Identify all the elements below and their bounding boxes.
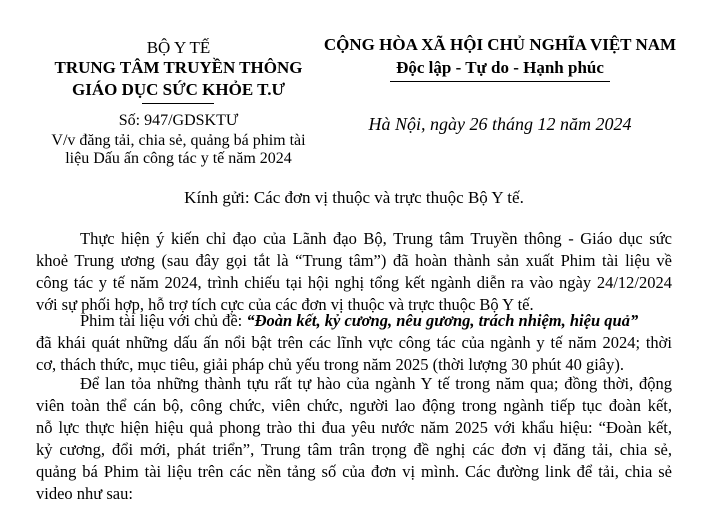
center-name-line1: TRUNG TÂM TRUYỀN THÔNG (54, 58, 303, 77)
paragraph-3-line: quảng bá Phim tài liệu trên các nền tảng số của đơn vị mình. Các đường link để tải, chia sẻ (36, 462, 672, 481)
paragraph-2-theme: “Đoàn kết, kỷ cương, nêu gương, trách nhiệm, hiệu quả” (246, 311, 639, 330)
paragraph-1-line: với sự phối hợp, hỗ trợ tích cực của các đơn vị thuộc và trực thuộc Bộ Y tế. (36, 295, 534, 314)
paragraph-3-line: viên toàn thể cán bộ, công chức, viên chức, người lao động trong ngành tiếp tục đoàn kết, (36, 396, 672, 415)
paragraph-3-line: Để lan tỏa những thành tựu rất tự hào của ngành Y tế trong năm qua; đồng thời, động (80, 374, 672, 393)
nation-title: CỘNG HÒA XÃ HỘI CHỦ NGHĨA VIỆT NAM (323, 35, 677, 54)
paragraph-2-line: cơ, thách thức, mục tiêu, giải pháp chủ yếu trong năm 2025 (thời lượng 30 phút 40 giây). (36, 355, 624, 374)
center-name-line2: GIÁO DỤC SỨC KHỎE T.Ư (72, 80, 285, 99)
subject-line1: V/v đăng tải, chia sẻ, quảng bá phim tài (51, 132, 306, 149)
paragraph-3-line: nỗ lực thực hiện hiệu quả phong trào thi đua yêu nước năm 2025 với khẩu hiệu: “Đoàn kết, (36, 418, 672, 437)
subject-line2: liệu Dấu ấn công tác y tế năm 2024 (65, 150, 292, 167)
ministry-name: BỘ Y TẾ (146, 38, 211, 57)
national-motto: Độc lập - Tự do - Hạnh phúc (396, 58, 604, 77)
paragraph-1-line: công tác y tế năm 2024, trình chiếu tại hội nghị tổng kết ngành diễn ra vào ngày 24/12/2024 (36, 273, 672, 292)
paragraph-1 (36, 228, 672, 316)
left-header-rule (142, 103, 214, 104)
recipient-line: Kính gửi: Các đơn vị thuộc và trực thuộc Bộ Y tế. (184, 188, 524, 207)
paragraph-1-line: khoẻ Trung ương (sau đây gọi tắt là “Trung tâm”) đã hoàn thành sản xuất Phim tài liệu về (36, 251, 672, 270)
paragraph-3 (36, 373, 672, 505)
document-number: Số: 947/GDSKTƯ (118, 112, 239, 129)
paragraph-2 (36, 310, 672, 376)
paragraph-2-first-line (36, 310, 672, 332)
paragraph-3-line: video như sau: (36, 484, 133, 503)
place-and-date: Hà Nội, ngày 26 tháng 12 năm 2024 (368, 114, 632, 134)
paragraph-1-line: Thực hiện ý kiến chỉ đạo của Lãnh đạo Bộ, Trung tâm Truyền thông - Giáo dục sức (80, 229, 672, 248)
right-header-rule (390, 81, 610, 82)
paragraph-2-lead: Phim tài liệu với chủ đề: (80, 311, 247, 330)
paragraph-2-line: đã khái quát những dấu ấn nổi bật trên các lĩnh vực công tác của ngành y tế năm 2024; thời (36, 333, 672, 352)
paragraph-3-line: kỷ cương, đổi mới, phát triển”, Trung tâm trân trọng đề nghị các đơn vị đăng tải, chia sẻ, (36, 440, 672, 459)
